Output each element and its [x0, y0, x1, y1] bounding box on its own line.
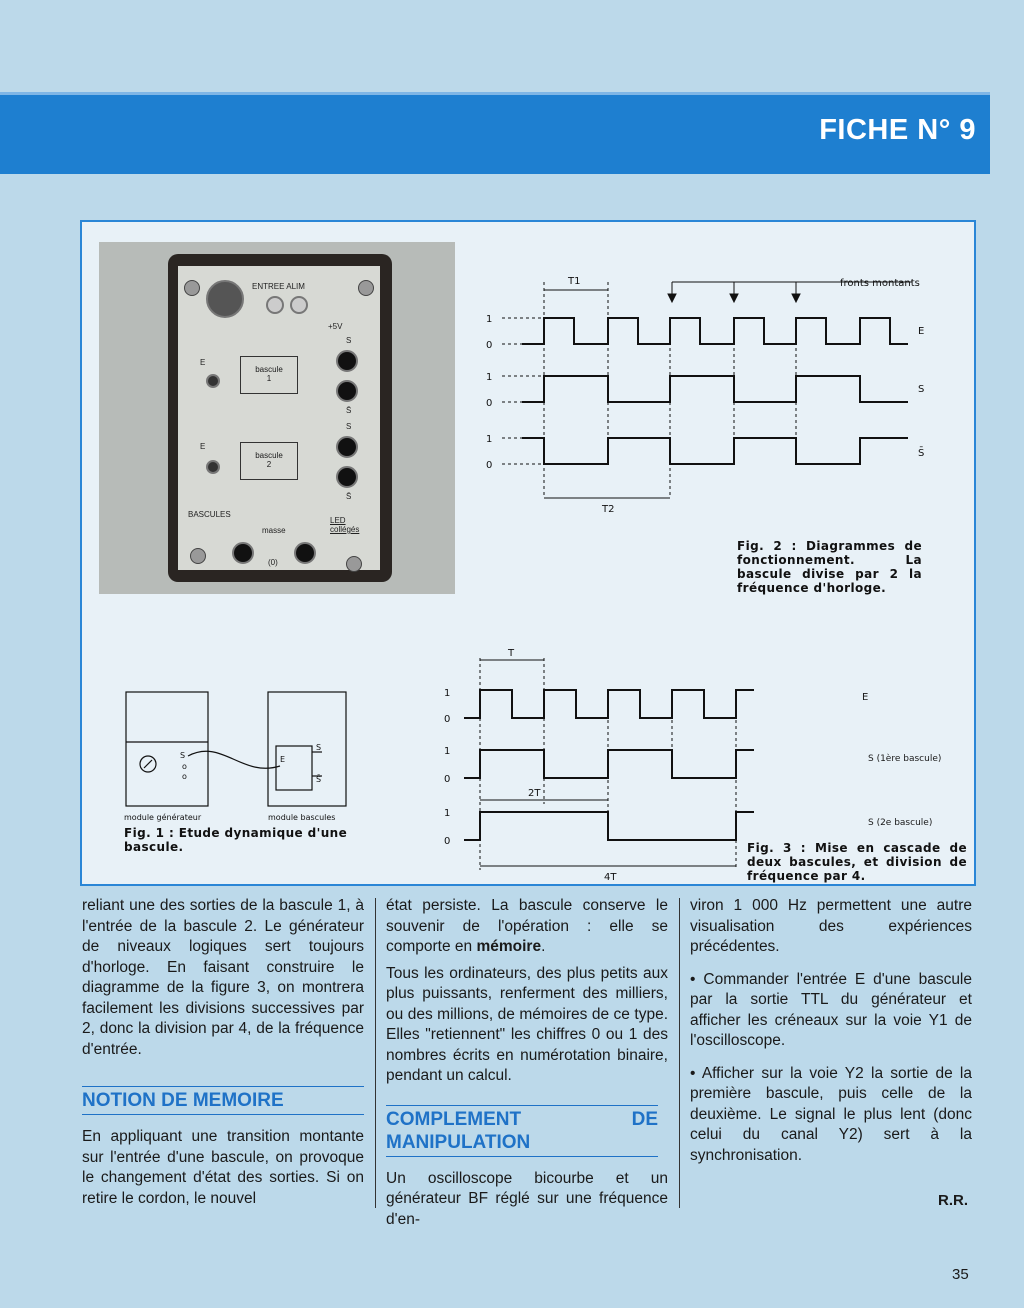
- col2-text: état persiste. La bascule conserve le souvenir de l'opération : elle se comporte en: [386, 897, 668, 955]
- fig3-level1: 1: [444, 746, 451, 757]
- screw-icon: [190, 548, 206, 564]
- fig3-level0: 0: [444, 836, 451, 847]
- screw-icon: [358, 280, 374, 296]
- fig2-level1: 1: [486, 434, 493, 445]
- plus5v-label: +5V: [328, 322, 343, 331]
- header-stripe: [0, 92, 990, 95]
- fig3-t-label: T: [508, 648, 515, 659]
- column-1: [82, 896, 364, 1215]
- screw-icon: [346, 556, 362, 572]
- device-case: [168, 254, 392, 582]
- fig2-t1-label: T1: [568, 276, 581, 287]
- arrow-down-icon: [668, 294, 676, 302]
- fig3-s2-label: S (2e bascule): [868, 818, 933, 828]
- terminal-icon: [266, 296, 284, 314]
- s2-label: S: [346, 422, 352, 431]
- fig1-gen-label: module générateur: [124, 813, 202, 822]
- fig2-signal-sbar: [522, 438, 908, 464]
- fig1-bascules-label: module bascules: [268, 813, 336, 822]
- power-connector-icon: [206, 280, 244, 318]
- figure-panel: [80, 220, 976, 886]
- col3-paragraph: viron 1 000 Hz permettent une autre visualisation des expériences précédentes.: [690, 897, 972, 955]
- masse-label: masse: [262, 526, 286, 535]
- device-faceplate: [178, 266, 380, 570]
- terminal-icon: [290, 296, 308, 314]
- column-divider: [375, 898, 376, 1208]
- arrow-down-icon: [792, 294, 800, 302]
- masse-jack-icon: [294, 542, 316, 564]
- col2-paragraph: [386, 896, 668, 958]
- e-label: E: [200, 358, 206, 367]
- fig2-signal-s: [522, 376, 908, 402]
- fig2-level0: 0: [486, 398, 493, 409]
- led-label: LED collégés: [330, 516, 360, 534]
- fig2-fronts-label: fronts montants: [840, 278, 920, 289]
- fig2-sbar-label: S̄: [918, 448, 925, 459]
- fig1-o2: o: [182, 772, 187, 781]
- led-icon: [336, 350, 358, 372]
- section-heading-complement: COMPLEMENT DE MANIPULATION: [386, 1105, 658, 1157]
- fig1-sbar-label: S̄: [316, 775, 322, 784]
- author-signature: R.R.: [938, 1192, 968, 1209]
- fig2-e-label: E: [918, 326, 925, 337]
- led-icon: [336, 466, 358, 488]
- fig3-signal-s1: [464, 750, 754, 778]
- fig2-level1: 1: [486, 372, 493, 383]
- fig2-level1: 1: [486, 314, 493, 325]
- col1-paragraph: En appliquant une transition montante sur l'entrée d'une bascule, on provoque le changement d'état des sorties. Si on retire le cordon, le nouvel: [82, 1128, 364, 1207]
- fig2-signal-e: [522, 318, 908, 344]
- column-divider: [679, 898, 680, 1208]
- col2-text: .: [541, 938, 546, 955]
- s1bar-label: S̄: [346, 406, 352, 415]
- fig1-s-label: S: [180, 751, 186, 760]
- fig3-timing-diagram: [436, 644, 756, 884]
- fig2-s-label: S: [918, 384, 925, 395]
- col2-paragraph: Un oscilloscope bicourbe et un générateur BF réglé sur une fréquence d'en-: [386, 1169, 668, 1228]
- fig2-level0: 0: [486, 460, 493, 471]
- fig2-caption: Fig. 2 : Diagrammes de fonctionnement. La bascule divise par 2 la fréquence d'horloge.: [737, 539, 922, 595]
- fig3-s1-label: S (1ère bascule): [868, 754, 942, 764]
- header-band: [0, 92, 990, 174]
- fig2-t2-label: T2: [602, 504, 615, 515]
- column-3: [690, 896, 972, 1172]
- e2-label: E: [200, 442, 206, 451]
- fig3-level0: 0: [444, 774, 451, 785]
- fig3-signal-e: [464, 690, 754, 718]
- bascules-photo: [99, 242, 455, 594]
- bascule-1-box: [240, 356, 298, 394]
- col3-paragraph: • Afficher sur la voie Y2 la sortie de la première bascule, puis celle de la deuxième. Le signal le plus lent (donc celui du canal Y2) sert à la synchronisation.: [690, 1064, 972, 1164]
- s2bar-label: S̄: [346, 492, 352, 501]
- zero-label: (0): [268, 558, 278, 567]
- fig1-caption: Fig. 1 : Etude dynamique d'une bascule.: [124, 826, 348, 854]
- led-icon: [336, 436, 358, 458]
- col3-paragraph: • Commander l'entrée E d'une bascule par la sortie TTL du générateur et afficher les créneaux sur la voie Y1 de l'oscilloscope.: [690, 970, 972, 1049]
- fig3-caption: Fig. 3 : Mise en cascade de deux bascules, et division de fréquence par 4.: [747, 841, 967, 883]
- screw-icon: [184, 280, 200, 296]
- column-2: [386, 896, 668, 1236]
- masse-jack-icon: [232, 542, 254, 564]
- fig2-level0: 0: [486, 340, 493, 351]
- fig3-level0: 0: [444, 714, 451, 725]
- fig1-sr-label: S: [316, 743, 322, 752]
- section-heading-memoire: NOTION DE MEMOIRE: [82, 1086, 364, 1115]
- bascule-2-label: bascule 2: [255, 451, 283, 469]
- fiche-title: FICHE N° 9: [819, 114, 976, 146]
- arrow-down-icon: [730, 294, 738, 302]
- entree-alim-label: ENTREE ALIM: [252, 282, 305, 291]
- fig3-level1: 1: [444, 688, 451, 699]
- fig1-schematic: [122, 688, 362, 824]
- fig1-e-label: E: [280, 755, 286, 764]
- page-number: 35: [952, 1266, 969, 1283]
- col2-paragraph: Tous les ordinateurs, des plus petits aux plus puissants, renferment des milliers, ou des millions, de mémoires de ce type. Elles "retiennent" les chiffres 0 ou 1 des nombres écrits en numérotation binaire, pendant un calcul.: [386, 964, 668, 1084]
- fig3-2t-label: 2T: [528, 788, 541, 799]
- input-jack-icon: [206, 460, 220, 474]
- bascule-2-box: [240, 442, 298, 480]
- bascule-1-label: bascule 1: [255, 365, 283, 383]
- led-icon: [336, 380, 358, 402]
- fig2-timing-diagram: [482, 262, 952, 522]
- s1-label: S: [346, 336, 352, 345]
- fig3-level1: 1: [444, 808, 451, 819]
- bascules-label: BASCULES: [188, 510, 231, 519]
- memoire-keyword: mémoire: [476, 938, 542, 955]
- fig3-e-label: E: [862, 692, 869, 703]
- fig3-4t-label: 4T: [604, 872, 617, 883]
- fig3-signal-s2: [464, 812, 754, 840]
- input-jack-icon: [206, 374, 220, 388]
- col1-paragraph: reliant une des sorties de la bascule 1, à l'entrée de la bascule 2. Le générateur de niveaux logiques sert toujours d'horloge. En faisant construire le diagramme de la figure 3, on montrera facilement les divisions successives par 2, donc la division par 4, de la fréquence d'entrée.: [82, 897, 364, 1058]
- fig1-o1: o: [182, 762, 187, 771]
